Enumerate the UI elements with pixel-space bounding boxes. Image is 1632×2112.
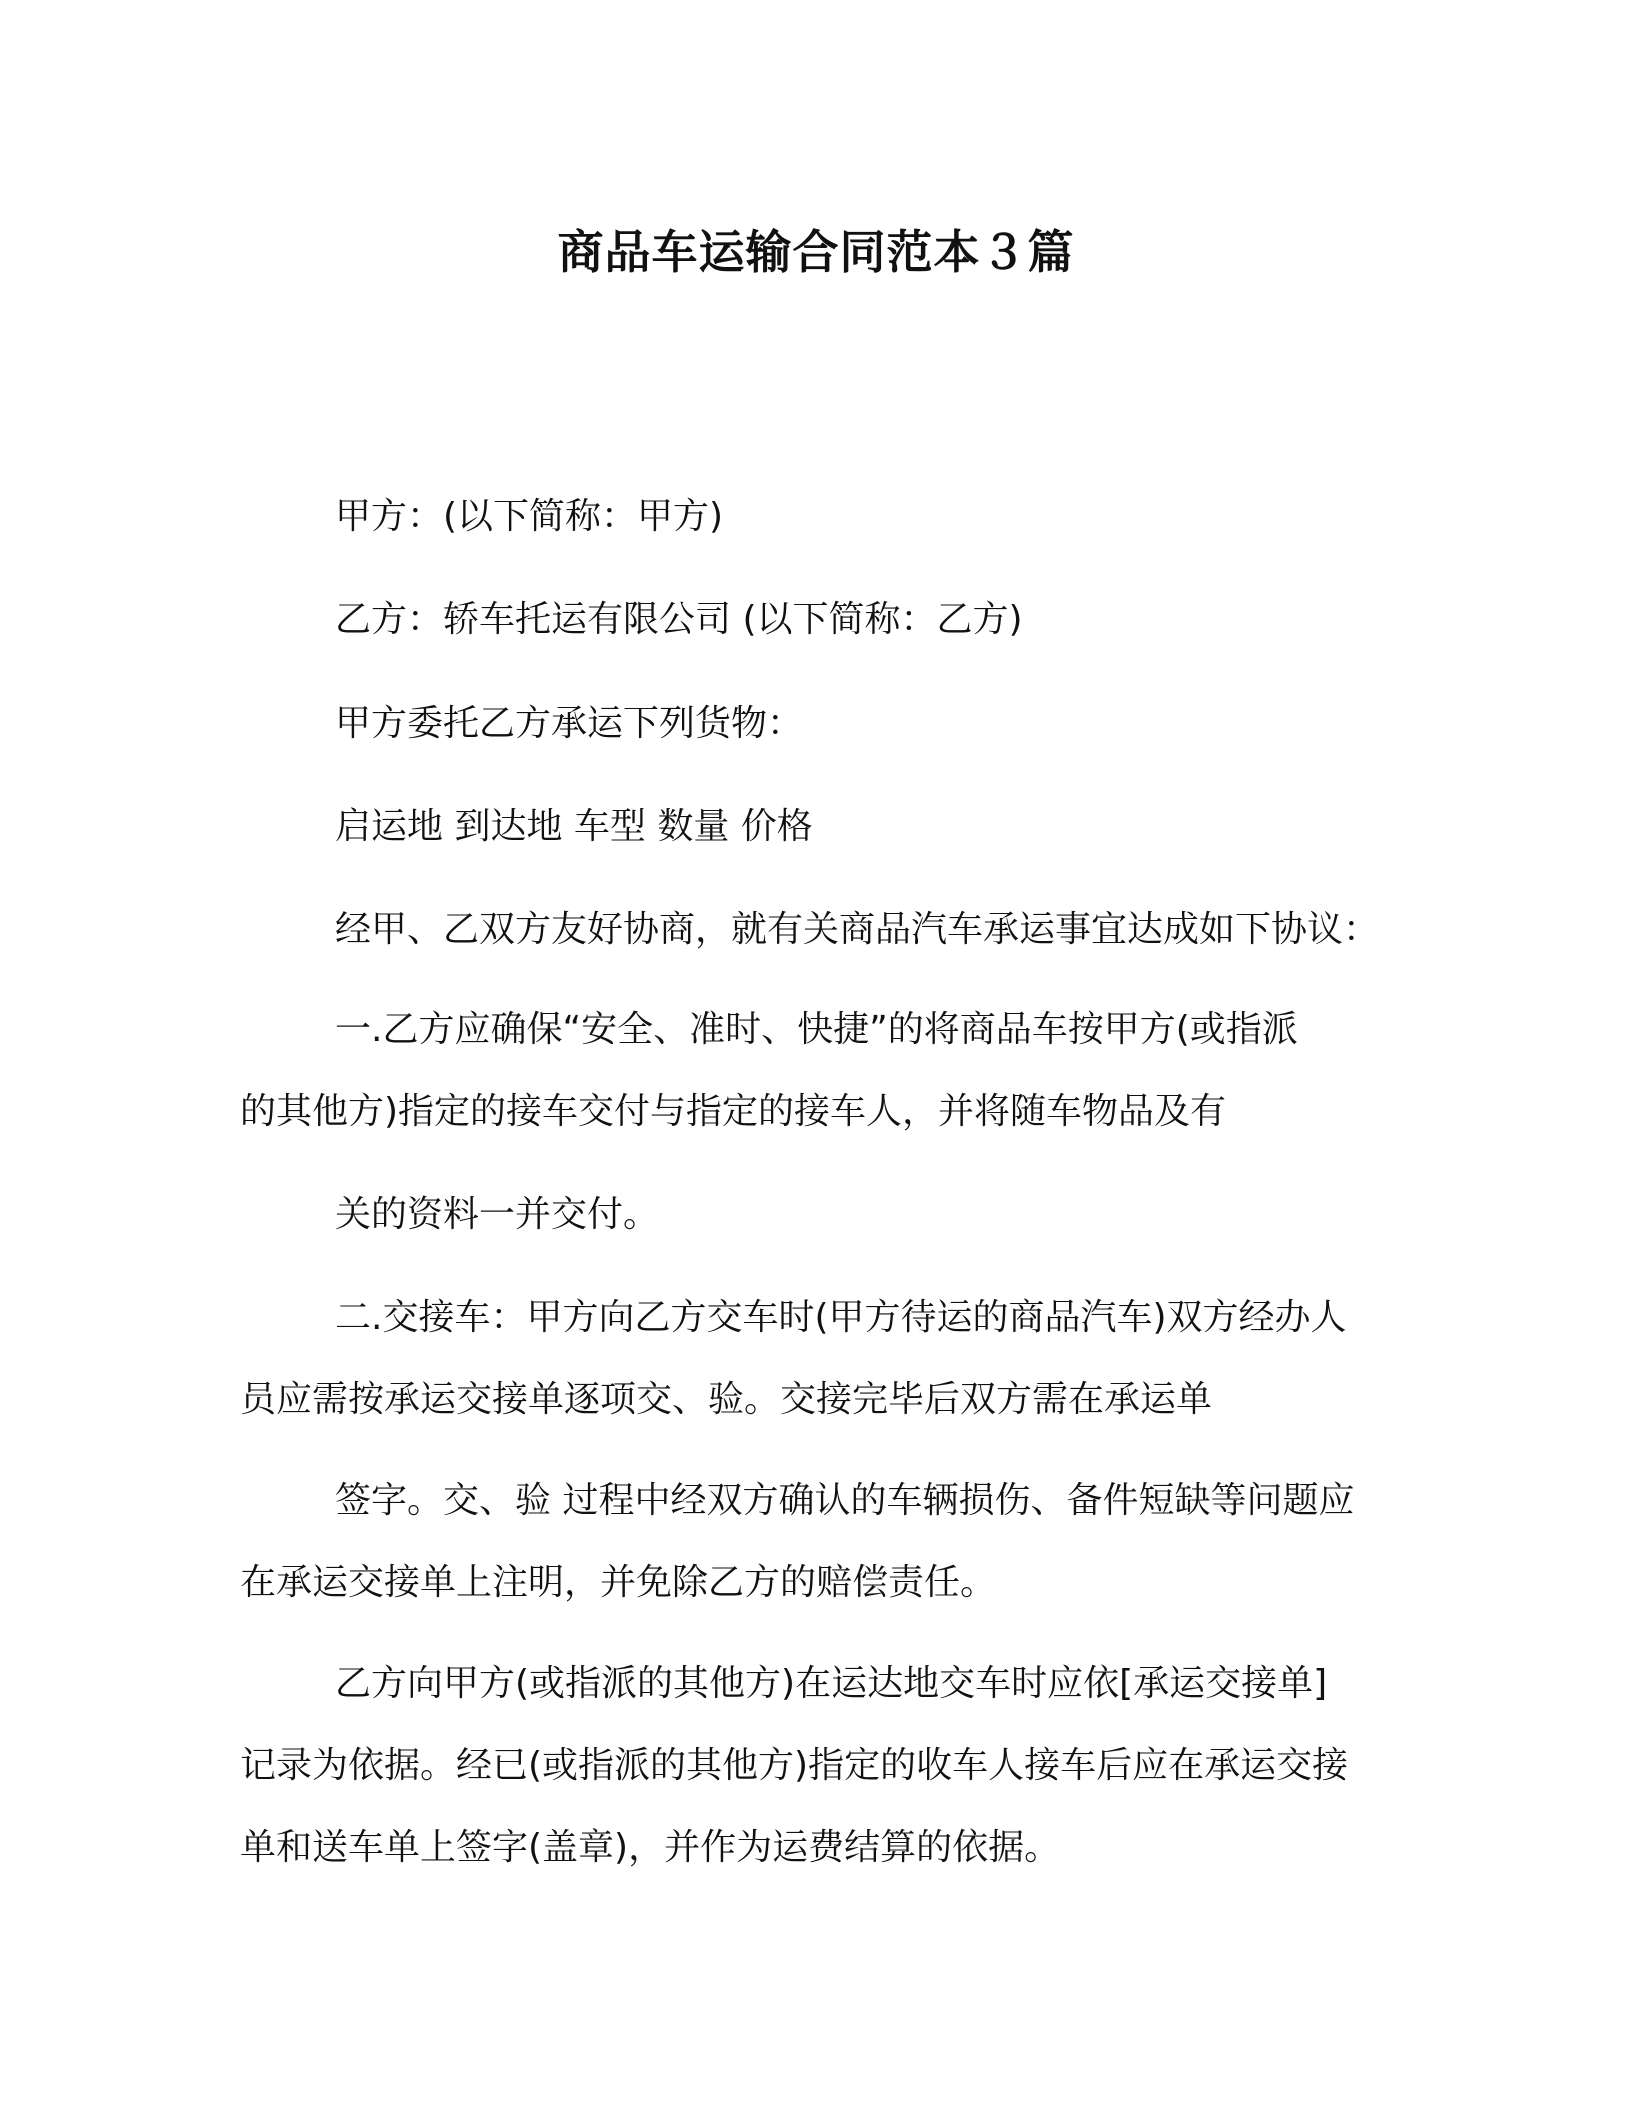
clause-1-line-1: 一.乙方应确保“安全、准时、快捷”的将商品车按甲方(或指派 bbox=[335, 1009, 1298, 1050]
cargo-header-line: 启运地 到达地 车型 数量 价格 bbox=[335, 806, 813, 847]
agreement-intro-line: 经甲、乙双方友好协商，就有关商品汽车承运事宜达成如下协议： bbox=[335, 909, 1380, 950]
party-a-line: 甲方：(以下简称：甲方) bbox=[335, 496, 724, 537]
clause-2-line-1: 二.交接车：甲方向乙方交车时(甲方待运的商品汽车)双方经办人 bbox=[335, 1297, 1347, 1338]
document-title: 商品车运输合同范本３篇 bbox=[557, 225, 1075, 279]
delivery-line-2: 记录为依据。经已(或指派的其他方)指定的收车人接车后应在承运交接 bbox=[240, 1745, 1349, 1786]
clause-2-line-4: 在承运交接单上注明，并免除乙方的赔偿责任。 bbox=[240, 1562, 997, 1603]
entrust-line: 甲方委托乙方承运下列货物： bbox=[335, 703, 804, 744]
clause-1-line-2: 的其他方)指定的接车交付与指定的接车人，并将随车物品及有 bbox=[240, 1091, 1227, 1132]
clause-2-line-2: 员应需按承运交接单逐项交、验。交接完毕后双方需在承运单 bbox=[240, 1379, 1213, 1420]
party-b-line: 乙方：轿车托运有限公司 (以下简称：乙方) bbox=[335, 599, 1023, 640]
delivery-line-1: 乙方向甲方(或指派的其他方)在运达地交车时应依[承运交接单] bbox=[335, 1663, 1328, 1704]
clause-2-line-3: 签字。交、验 过程中经双方确认的车辆损伤、备件短缺等问题应 bbox=[335, 1480, 1355, 1521]
clause-1-line-3: 关的资料一并交付。 bbox=[335, 1194, 660, 1235]
delivery-line-3: 单和送车单上签字(盖章)，并作为运费结算的依据。 bbox=[240, 1827, 1061, 1868]
